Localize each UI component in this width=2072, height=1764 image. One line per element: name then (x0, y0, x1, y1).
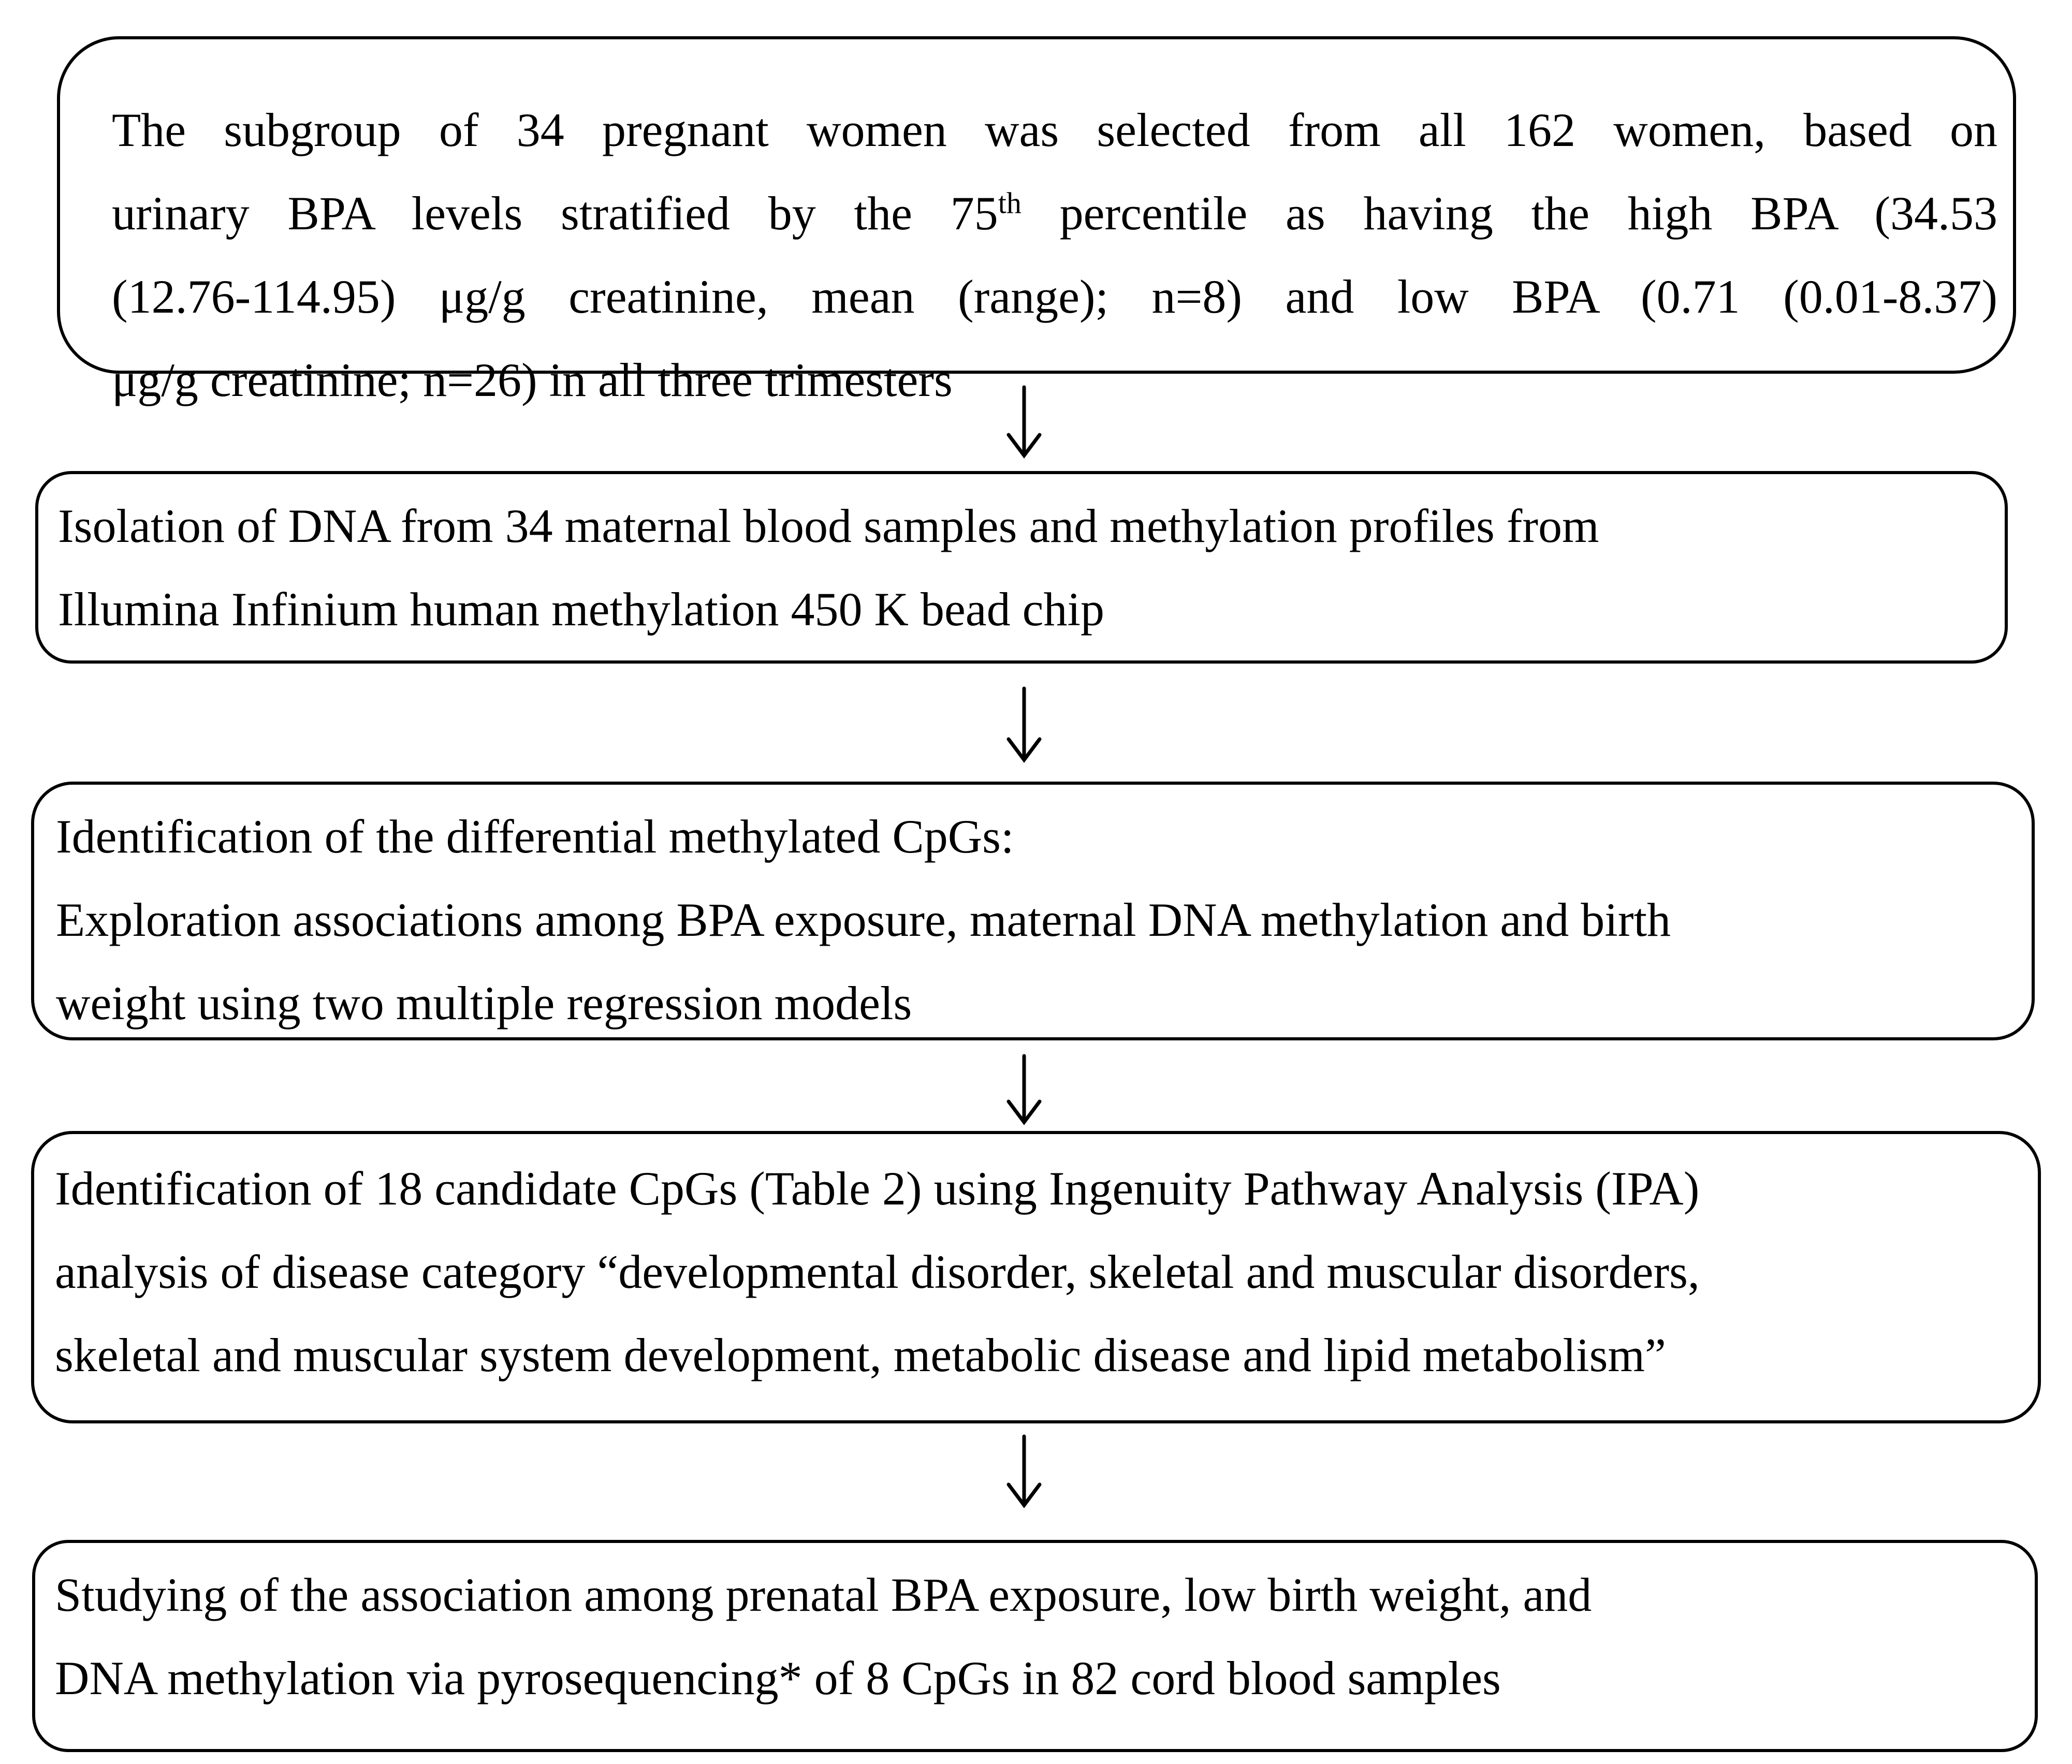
step-selection-line-2-end: percentile as having the high BPA (34.53 (1021, 187, 1997, 240)
step-candidates-line-3: skeletal and muscular system development, metabolic disease and lipid metabolism” (55, 1329, 1666, 1381)
step-isolation-line-2: Illumina Infinium human methylation 450 K bead chip (58, 583, 1105, 636)
step-candidates-line-1: Identification of 18 candidate CpGs (Table 2) using Ingenuity Pathway Analysis (IPA) (55, 1162, 1700, 1215)
step-differential-line-3: weight using two multiple regression models (56, 977, 912, 1030)
arrow-differential-to-candidates (1009, 1056, 1040, 1122)
step-differential-line-1: Identification of the differential methylated CpGs: (56, 810, 1014, 863)
arrow-isolation-to-differential (1009, 688, 1040, 760)
step-pyrosequencing-line-1: Studying of the association among prenatal BPA exposure, low birth weight, and (55, 1568, 1592, 1621)
arrow-selection-to-isolation (1009, 387, 1040, 455)
step-selection-line-1: The subgroup of 34 pregnant women was selected from all 162 women, based on (112, 104, 1997, 156)
step-isolation-line-1: Isolation of DNA from 34 maternal blood samples and methylation profiles from (58, 499, 1599, 552)
step-pyrosequencing-line-2: DNA methylation via pyrosequencing* of 8 CpGs in 82 cord blood samples (55, 1652, 1501, 1704)
step-candidates-line-2: analysis of disease category “developmental disorder, skeletal and muscular disorders, (55, 1245, 1700, 1298)
arrow-candidates-to-pyrosequencing (1009, 1436, 1040, 1505)
step-differential-line-2: Exploration associations among BPA exposure, maternal DNA methylation and birth (56, 893, 1671, 946)
ordinal-superscript: th (998, 186, 1022, 220)
step-selection-line-3: (12.76-114.95) μg/g creatinine, mean (range); n=8) and low BPA (0.71 (0.01-8.37) (112, 270, 1997, 323)
step-selection-line-2-start: urinary BPA levels stratified by the 75 (112, 187, 998, 240)
step-selection-line-4: μg/g creatinine; n=26) in all three trimesters (112, 354, 953, 406)
